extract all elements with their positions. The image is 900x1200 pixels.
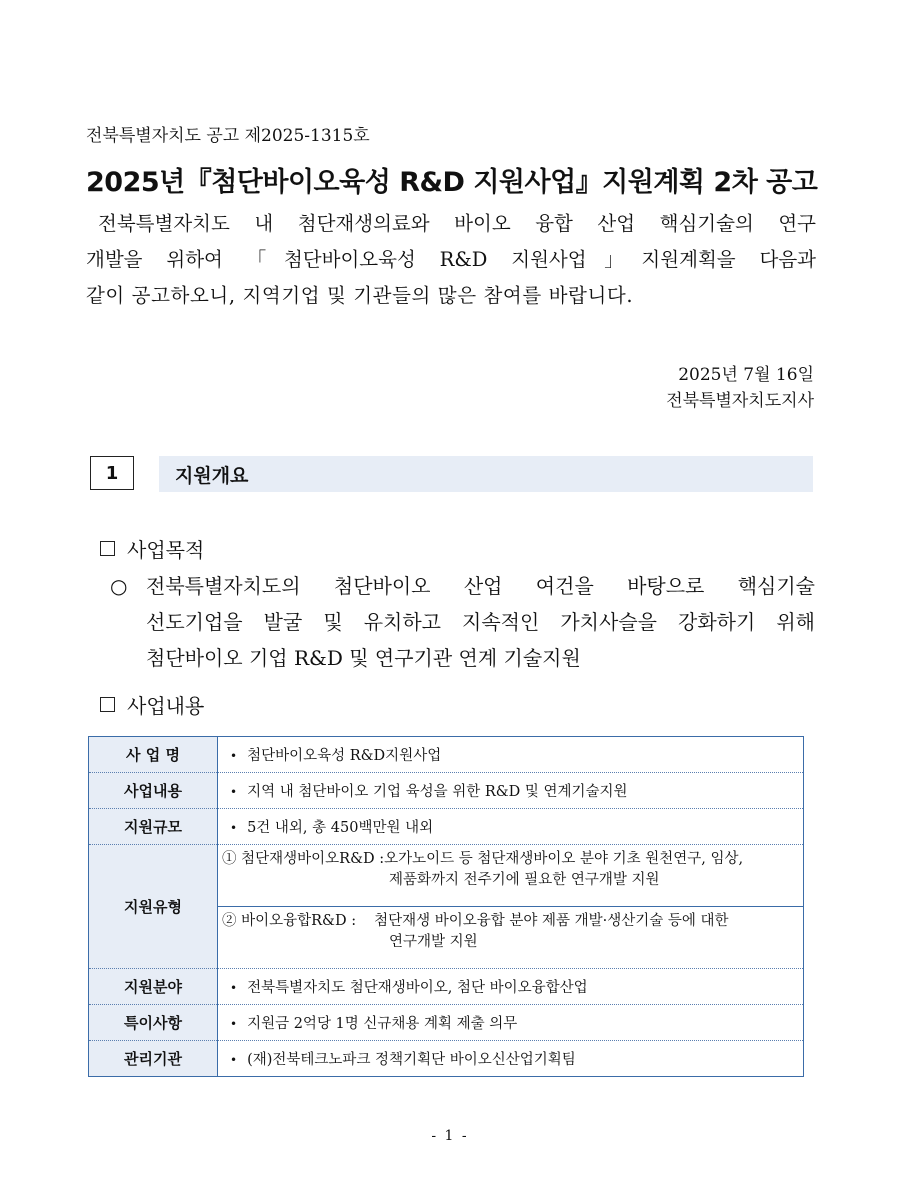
purpose-line-1: 전북특별자치도의 첨단바이오 산업 여건을 바탕으로 핵심기술 (146, 574, 815, 598)
row-value (218, 737, 804, 773)
bullet-dot-icon: • (230, 749, 238, 763)
purpose-heading (100, 534, 204, 563)
row-value (218, 809, 804, 845)
bullet-dot-icon: • (230, 785, 238, 799)
bullet-dot-icon: • (230, 1017, 238, 1031)
row-value-text: 전북특별자치도 첨단재생바이오, 첨단 바이오융합산업 (247, 980, 588, 996)
table-row (89, 969, 804, 1005)
row-label: 사업내용 (89, 773, 218, 809)
purpose-line-2: 선도기업을 발굴 및 유치하고 지속적인 가치사슬을 강화하기 위해 (146, 610, 815, 634)
support-type-1 (218, 845, 803, 906)
support-type-2-line1 (222, 911, 799, 932)
table-row (89, 1041, 804, 1077)
row-value-text: 지원금 2억당 1명 신규채용 계획 제출 의무 (247, 1016, 518, 1032)
table-row (89, 809, 804, 845)
row-value-text: 5건 내외, 총 450백만원 내외 (247, 820, 434, 836)
intro-line-1: 전북특별자치도 내 첨단재생의료와 바이오 융합 산업 핵심기술의 연구 (98, 212, 816, 235)
row-value-text: 지역 내 첨단바이오 기업 육성을 위한 R&D 및 연계기술지원 (247, 784, 628, 800)
issuer-name: 전북특별자치도지사 (666, 391, 814, 411)
row-label: 관리기관 (89, 1041, 218, 1077)
intro-line-3: 같이 공고하오니, 지역기업 및 기관들의 많은 참여를 바랍니다. (86, 284, 634, 307)
table-row (89, 1005, 804, 1041)
support-type-2-desc1: 첨단재생 바이오융합 분야 제품 개발·생산기술 등에 대한 (374, 913, 729, 929)
row-label: 사 업 명 (89, 737, 218, 773)
circle-bullet-icon: ○ (110, 574, 128, 598)
support-type-2-desc2: 연구개발 지원 (389, 934, 478, 950)
section-number: 1 (90, 456, 134, 490)
table-row (89, 845, 804, 969)
row-label: 지원규모 (89, 809, 218, 845)
checkbox-square-icon (100, 697, 115, 712)
row-label: 지원분야 (89, 969, 218, 1005)
row-label: 지원유형 (89, 845, 218, 969)
row-value (218, 1005, 804, 1041)
purpose-heading-label: 사업목적 (127, 538, 205, 562)
content-heading-label: 사업내용 (127, 694, 205, 718)
support-type-1-prefix: ① 첨단재생바이오R&D : (222, 851, 385, 867)
row-label: 특이사항 (89, 1005, 218, 1041)
row-value (218, 1041, 804, 1077)
intro-paragraph (86, 206, 816, 314)
document-title: 2025년『첨단바이오육성 R&D 지원사업』지원계획 2차 공고 (86, 167, 818, 198)
row-value-text: 첨단바이오육성 R&D지원사업 (247, 748, 442, 764)
page-number: - 1 - (431, 1128, 469, 1144)
table-row (89, 773, 804, 809)
section-title: 지원개요 (159, 456, 813, 492)
support-type-2-prefix: ② 바이오융합R&D : (222, 913, 357, 929)
purpose-line-3: 첨단바이오 기업 R&D 및 연구기관 연계 기술지원 (146, 646, 581, 670)
support-types (218, 845, 804, 969)
row-value (218, 773, 804, 809)
notice-number: 전북특별자치도 공고 제2025-1315호 (86, 126, 370, 146)
support-type-1-desc2: 제품화까지 전주기에 필요한 연구개발 지원 (389, 872, 660, 888)
program-info-table (88, 736, 804, 1077)
table-row (89, 737, 804, 773)
bullet-dot-icon: • (230, 1053, 238, 1067)
intro-line-2: 개발을 위하여 「첨단바이오육성 R&D 지원사업」지원계획을 다음과 (86, 248, 816, 271)
bullet-dot-icon: • (230, 821, 238, 835)
support-type-1-desc1: 오가노이드 등 첨단재생바이오 분야 기초 원천연구, 임상, (384, 851, 744, 867)
checkbox-square-icon (100, 541, 115, 556)
content-heading (100, 690, 204, 719)
purpose-body (110, 568, 815, 676)
bullet-dot-icon: • (230, 981, 238, 995)
support-type-2 (218, 906, 803, 968)
row-value (218, 969, 804, 1005)
notice-date: 2025년 7월 16일 (678, 365, 814, 385)
support-type-1-line1 (222, 849, 799, 870)
row-value-text: (재)전북테크노파크 정책기획단 바이오신산업기획팀 (247, 1052, 576, 1068)
